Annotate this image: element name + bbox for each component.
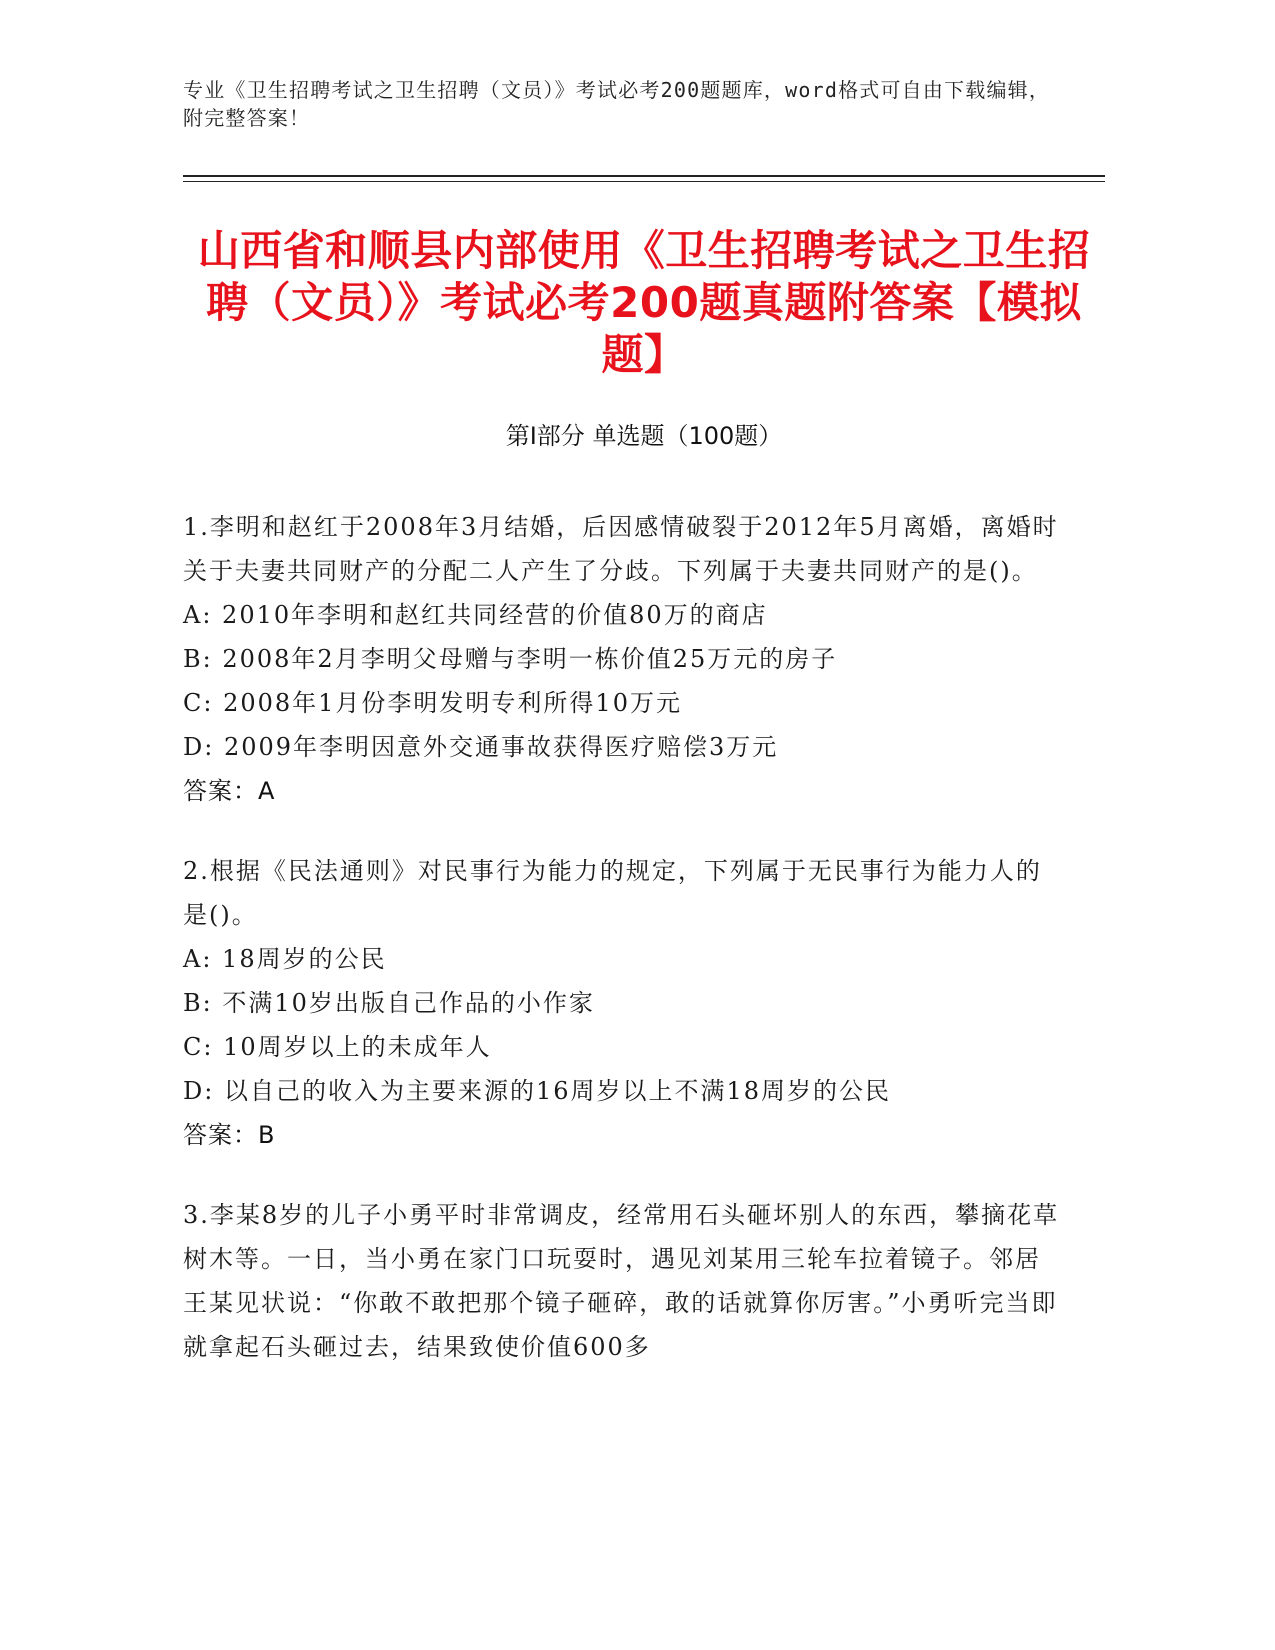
option-c: C: 10周岁以上的未成年人 [183, 1033, 492, 1061]
option-a: A: 2010年李明和赵红共同经营的价值80万的商店 [183, 601, 768, 629]
question-1 [183, 505, 1063, 813]
option-b: B: 不满10岁出版自己作品的小作家 [183, 989, 595, 1017]
document-title: 山西省和顺县内部使用《卫生招聘考试之卫生招聘（文员）》考试必考200题真题附答案【模拟题】 [197, 226, 1091, 379]
question-stem: 2.根据《民法通则》对民事行为能力的规定，下列属于无民事行为能力人的是()。 [183, 857, 1042, 929]
header-note: 专业《卫生招聘考试之卫生招聘（文员）》考试必考200题题库，word格式可自由下载编辑，附完整答案！ [183, 78, 1051, 130]
option-d: D: 2009年李明因意外交通事故获得医疗赔偿3万元 [183, 733, 779, 761]
option-b: B: 2008年2月李明父母赠与李明一栋价值25万元的房子 [183, 645, 838, 673]
option-d: D: 以自己的收入为主要来源的16周岁以上不满18周岁的公民 [183, 1077, 892, 1105]
answer: 答案：A [183, 777, 276, 805]
option-a: A: 18周岁的公民 [183, 945, 387, 973]
option-c: C: 2008年1月份李明发明专利所得10万元 [183, 689, 682, 717]
question-stem: 3.李某8岁的儿子小勇平时非常调皮，经常用石头砸坏别人的东西，攀摘花草树木等。一日，当小勇在家门口玩耍时，遇见刘某用三轮车拉着镜子。邻居王某见状说：“你敢不敢把那个镜子砸碎，敢的话就算你厉害。”小勇听完当即就拿起石头砸过去，结果致使价值600多 [183, 1201, 1060, 1361]
header-rule-thin [183, 181, 1105, 182]
question-3 [183, 1193, 1063, 1369]
question-2 [183, 849, 1063, 1157]
section-title: 第Ⅰ部分 单选题（100题） [505, 422, 783, 450]
question-stem: 1.李明和赵红于2008年3月结婚，后因感情破裂于2012年5月离婚，离婚时关于夫妻共同财产的分配二人产生了分歧。下列属于夫妻共同财产的是()。 [183, 513, 1059, 585]
header-rule-thick [183, 175, 1105, 177]
question-list [183, 505, 1063, 1405]
answer: 答案：B [183, 1121, 276, 1149]
